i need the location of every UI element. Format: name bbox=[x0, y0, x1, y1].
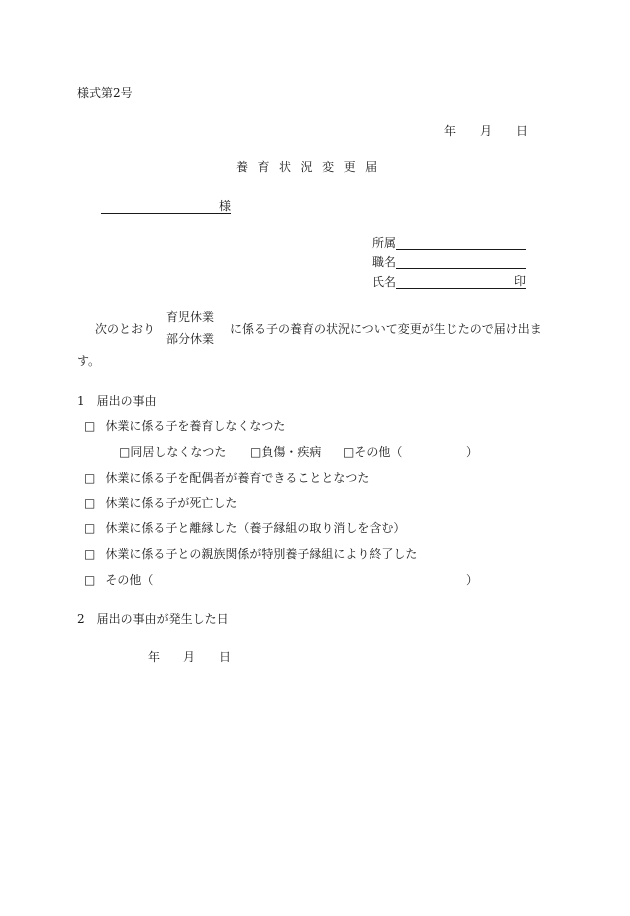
seal-mark: 印 bbox=[514, 274, 527, 288]
date-day: 日 bbox=[516, 124, 529, 138]
occurrence-month: 月 bbox=[183, 650, 196, 664]
document-title: 養 育 状 況 変 更 届 bbox=[236, 160, 378, 174]
reason5-checkbox[interactable]: □ bbox=[84, 547, 96, 561]
sub-option-injury[interactable]: □負傷・疾病 bbox=[250, 445, 322, 459]
body-prefix: 次のとおり bbox=[95, 322, 156, 336]
name-blank bbox=[396, 275, 514, 289]
affiliation-label: 所属 bbox=[372, 236, 397, 250]
reason1-label: 休業に係る子を養育しなくなつた bbox=[105, 419, 286, 433]
date-year: 年 bbox=[444, 124, 457, 138]
reason2-item bbox=[84, 471, 369, 485]
option-childcare-leave: 育児休業 bbox=[166, 310, 215, 324]
reason6-checkbox[interactable]: □ bbox=[84, 573, 96, 587]
name-label: 氏名 bbox=[372, 275, 397, 289]
reason2-label: 休業に係る子を配偶者が養育できることとなつた bbox=[105, 471, 370, 485]
position-blank bbox=[396, 255, 526, 269]
body-suffix: に係る子の養育の状況について変更が生じたので届け出ま bbox=[230, 322, 542, 336]
reason1-checkbox[interactable]: □ bbox=[84, 419, 96, 433]
addressee-line bbox=[101, 199, 231, 214]
occurrence-year: 年 bbox=[148, 650, 161, 664]
date-month: 月 bbox=[480, 124, 493, 138]
position-label: 職名 bbox=[372, 255, 397, 269]
addressee-blank bbox=[101, 200, 219, 214]
reason3-label: 休業に係る子が死亡した bbox=[105, 496, 238, 510]
occurrence-day: 日 bbox=[219, 650, 232, 664]
reason5-label: 休業に係る子との親族関係が特別養子縁組により終了した bbox=[105, 547, 418, 561]
form-number: 様式第2号 bbox=[77, 86, 133, 100]
reason4-checkbox[interactable]: □ bbox=[84, 521, 96, 535]
reason3-checkbox[interactable]: □ bbox=[84, 496, 96, 510]
reason2-checkbox[interactable]: □ bbox=[84, 471, 96, 485]
reason3-item bbox=[84, 496, 237, 510]
section1-heading: 1 届出の事由 bbox=[77, 394, 157, 408]
name-row bbox=[372, 274, 526, 289]
addressee-suffix: 様 bbox=[219, 199, 232, 213]
sub-option-close-paren: ） bbox=[466, 445, 479, 459]
sub-option-cohabit[interactable]: □同居しなくなつた bbox=[119, 445, 227, 459]
reason6-label: その他（ bbox=[105, 573, 154, 587]
option-partial-leave: 部分休業 bbox=[166, 332, 215, 346]
reason5-item bbox=[84, 547, 417, 561]
reason6-close-paren: ） bbox=[466, 573, 479, 587]
reason4-item bbox=[84, 521, 405, 535]
affiliation-row bbox=[372, 236, 526, 250]
reason6-item bbox=[84, 573, 153, 587]
section2-heading: 2 届出の事由が発生した日 bbox=[77, 612, 229, 626]
reason1-item bbox=[84, 419, 285, 433]
reason4-label: 休業に係る子と離縁した（養子縁組の取り消しを含む） bbox=[105, 521, 406, 535]
position-row bbox=[372, 255, 526, 269]
sub-option-other[interactable]: □その他（ bbox=[343, 445, 403, 459]
body-continuation: す。 bbox=[77, 354, 101, 368]
affiliation-blank bbox=[396, 236, 526, 250]
